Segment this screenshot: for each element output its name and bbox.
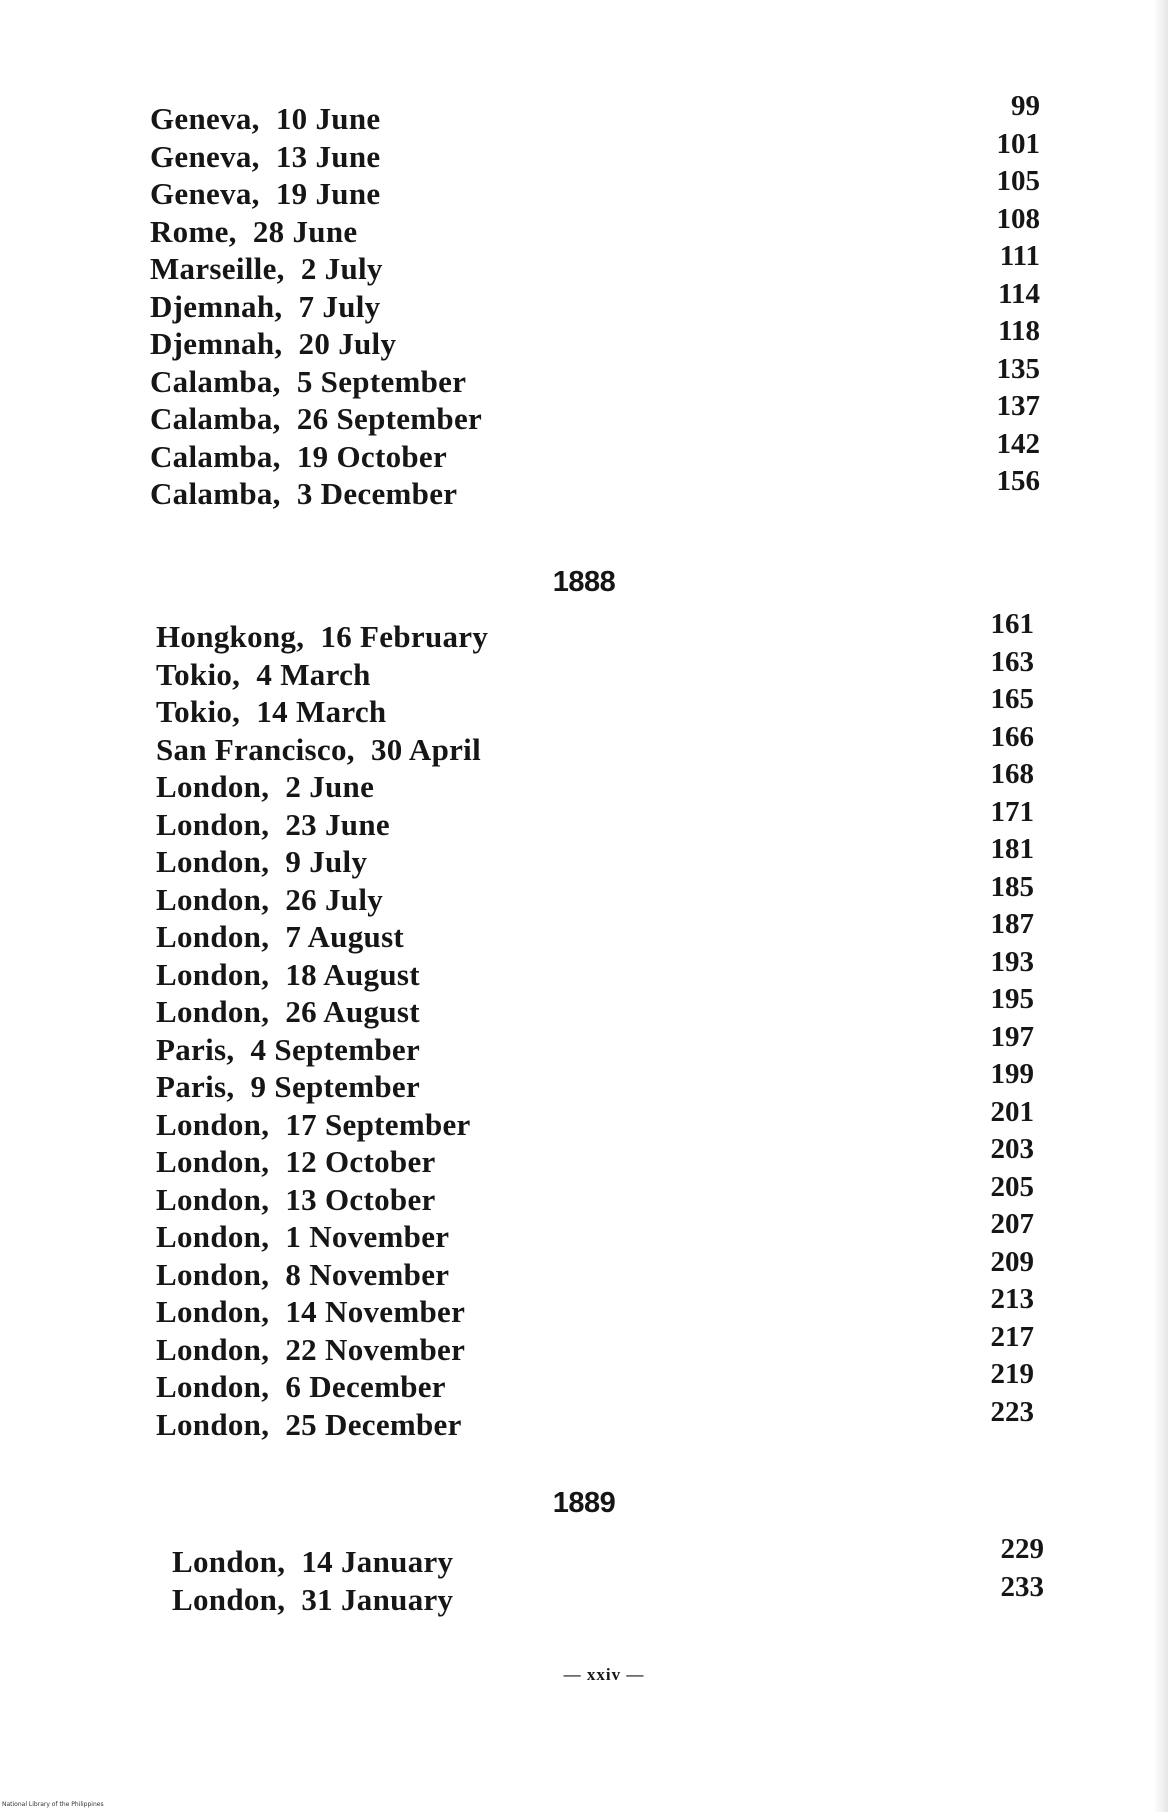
page-folio: — xxiv — — [563, 1665, 645, 1684]
entry-place-date — [156, 843, 367, 881]
toc-entry — [156, 870, 1034, 919]
entry-date: 14 March — [256, 694, 387, 729]
entry-date: 19 October — [296, 438, 448, 474]
entry-page-number: 108 — [996, 202, 1040, 235]
entry-place: London, — [156, 1256, 270, 1292]
entry-date: 3 December — [296, 476, 458, 511]
toc-entry — [156, 683, 1034, 731]
entry-place: Marseille, — [150, 251, 285, 286]
entry-page-number: 203 — [990, 1133, 1034, 1165]
entry-place: London, — [156, 1106, 270, 1142]
entry-date: 8 November — [285, 1256, 450, 1292]
entry-date: 18 August — [285, 956, 420, 992]
toc-entry — [172, 1533, 1044, 1581]
entry-place-date — [156, 1031, 420, 1069]
entry-date: 30 April — [370, 731, 481, 767]
entry-place-date — [156, 1406, 462, 1444]
entry-place: Hongkong, — [156, 619, 305, 654]
toc-entry — [156, 1245, 1034, 1294]
entry-place: Geneva, — [150, 138, 260, 174]
entry-date: 10 June — [275, 101, 381, 136]
entry-place-date — [150, 100, 380, 138]
entry-date: 23 June — [285, 806, 390, 842]
toc-entry — [150, 277, 1040, 326]
toc-entry — [156, 608, 1034, 656]
entry-place: London, — [156, 919, 270, 954]
entry-page-number: 223 — [990, 1395, 1034, 1428]
entry-place: London, — [172, 1544, 286, 1579]
entry-place: London, — [172, 1581, 286, 1617]
toc-entry — [156, 945, 1034, 994]
entry-page-number: 137 — [996, 390, 1040, 422]
letters-list-continued — [150, 90, 1040, 513]
entry-page-number: 105 — [996, 165, 1040, 197]
entry-place: London, — [156, 1144, 270, 1179]
entry-date: 14 November — [285, 1294, 466, 1329]
entry-date: 13 October — [285, 1181, 436, 1217]
entry-date: 25 December — [285, 1406, 462, 1442]
toc-entry — [150, 465, 1040, 513]
entry-place-date — [156, 1368, 446, 1406]
entry-date: 14 January — [301, 1544, 454, 1579]
toc-entry — [156, 1170, 1034, 1219]
entry-date: 7 July — [298, 288, 381, 324]
entry-page-number: 217 — [990, 1320, 1034, 1353]
entry-place-date — [156, 693, 386, 731]
entry-page-number: 181 — [990, 833, 1034, 865]
toc-entry — [156, 983, 1034, 1031]
entry-place-date — [156, 1293, 465, 1331]
entry-page-number: 205 — [990, 1170, 1034, 1203]
scan-footer-note: National Library of the Philippines — [2, 1801, 104, 1808]
entry-page-number: 195 — [990, 983, 1034, 1015]
toc-entry — [150, 127, 1040, 176]
entry-date: 17 September — [285, 1106, 471, 1142]
entry-place: London, — [156, 806, 270, 842]
entry-place: London, — [156, 994, 270, 1029]
entry-place-date — [150, 438, 447, 476]
entry-place: London, — [156, 1406, 270, 1442]
toc-entry — [156, 758, 1034, 806]
entry-date: 4 March — [256, 656, 371, 692]
entry-place: Tokio, — [156, 656, 241, 692]
entry-page-number: 201 — [990, 1095, 1034, 1128]
toc-entry — [156, 1058, 1034, 1106]
entry-place: Paris, — [156, 1069, 235, 1104]
entry-place: Calamba, — [150, 363, 281, 399]
toc-entry — [156, 720, 1034, 769]
entry-place-date — [156, 918, 404, 956]
year-heading-1888: 1888 — [552, 566, 616, 598]
entry-place: Djemnah, — [150, 288, 283, 324]
entry-page-number: 114 — [998, 277, 1040, 310]
entry-place: Geneva, — [150, 101, 260, 136]
entry-page-number: 156 — [996, 465, 1040, 497]
entry-date: 7 August — [285, 919, 405, 954]
entry-date: 16 February — [320, 619, 489, 654]
toc-entry — [150, 165, 1040, 213]
entry-page-number: 99 — [1011, 90, 1040, 122]
entry-place: London, — [156, 881, 270, 917]
entry-place-date — [150, 138, 380, 176]
entry-date: 31 January — [301, 1581, 454, 1617]
entry-place-date — [150, 288, 380, 326]
entry-place: Tokio, — [156, 694, 241, 729]
entry-page-number: 207 — [990, 1208, 1034, 1240]
entry-place: Rome, — [150, 213, 237, 249]
entry-place-date — [156, 881, 383, 919]
entry-place-date — [156, 806, 390, 844]
entry-place: Djemnah, — [150, 326, 283, 361]
toc-entry — [156, 795, 1034, 844]
entry-page-number: 163 — [990, 645, 1034, 678]
entry-place-date — [150, 400, 482, 438]
entry-page-number: 187 — [990, 908, 1034, 940]
toc-entry — [150, 202, 1040, 251]
entry-page-number: 209 — [990, 1245, 1034, 1278]
toc-entry — [156, 645, 1034, 694]
toc-entry — [156, 1095, 1034, 1144]
entry-place: London, — [156, 956, 270, 992]
toc-entry — [150, 240, 1040, 288]
entry-date: 4 September — [250, 1031, 421, 1067]
entry-date: 5 September — [296, 363, 467, 399]
entry-place-date — [150, 250, 383, 288]
entry-place-date — [156, 768, 374, 806]
entry-date: 2 June — [285, 769, 375, 804]
toc-entry — [156, 1358, 1034, 1406]
entry-page-number: 142 — [996, 427, 1040, 460]
entry-place-date — [156, 1181, 436, 1219]
entry-place-date — [156, 1143, 436, 1181]
entry-place-date — [156, 656, 371, 694]
entry-place-date — [156, 1106, 471, 1144]
entry-place: Calamba, — [150, 401, 281, 436]
entry-page-number: 118 — [998, 315, 1040, 347]
entry-place: London, — [156, 1219, 270, 1254]
toc-entry — [156, 1020, 1034, 1069]
toc-entry — [150, 315, 1040, 363]
letters-list-1888 — [156, 608, 1034, 1443]
letters-list-1889 — [172, 1533, 1044, 1618]
entry-place-date — [156, 1218, 449, 1256]
entry-place-date — [150, 175, 380, 213]
entry-place-date — [156, 956, 420, 994]
toc-entry — [156, 1133, 1034, 1181]
entry-date: 22 November — [285, 1331, 466, 1367]
toc-entry — [156, 833, 1034, 881]
entry-page-number: 229 — [1000, 1533, 1044, 1565]
entry-page-number: 197 — [990, 1020, 1034, 1053]
entry-place: Geneva, — [150, 176, 260, 211]
toc-entry — [156, 1283, 1034, 1331]
entry-date: 13 June — [275, 138, 381, 174]
entry-date: 26 July — [285, 881, 384, 917]
entry-page-number: 213 — [990, 1283, 1034, 1315]
entry-date: 6 December — [285, 1369, 446, 1404]
entry-place: London, — [156, 1369, 270, 1404]
entry-date: 2 July — [300, 251, 383, 286]
entry-place-date — [156, 618, 488, 656]
entry-page-number: 185 — [990, 870, 1034, 903]
entry-page-number: 219 — [990, 1358, 1034, 1390]
entry-page-number: 135 — [996, 352, 1040, 385]
entry-place-date — [150, 475, 457, 513]
entry-place-date — [156, 1256, 449, 1294]
entry-date: 20 July — [298, 326, 397, 361]
entry-page-number: 171 — [990, 795, 1034, 828]
entry-page-number: 199 — [990, 1058, 1034, 1090]
entry-place-date — [150, 325, 396, 363]
entry-place: Calamba, — [150, 438, 281, 474]
entry-date: 1 November — [285, 1219, 450, 1254]
toc-entry — [150, 352, 1040, 401]
toc-entry — [156, 1320, 1034, 1369]
entry-place-date — [156, 731, 481, 769]
entry-date: 28 June — [252, 213, 358, 249]
entry-place-date — [156, 1068, 420, 1106]
entry-place: Paris, — [156, 1031, 235, 1067]
entry-place-date — [150, 363, 466, 401]
entry-date: 9 July — [285, 844, 368, 879]
entry-page-number: 161 — [990, 608, 1034, 640]
entry-page-number: 168 — [990, 758, 1034, 790]
entry-place-date — [150, 213, 357, 251]
toc-entry — [150, 427, 1040, 476]
entry-place: London, — [156, 1181, 270, 1217]
entry-page-number: 111 — [999, 240, 1040, 272]
entry-page-number: 101 — [996, 127, 1040, 160]
entry-place: London, — [156, 1294, 270, 1329]
toc-entry — [172, 1570, 1044, 1619]
entry-place: San Francisco, — [156, 731, 355, 767]
entry-date: 26 September — [296, 401, 483, 436]
entry-page-number: 166 — [990, 720, 1034, 753]
entry-place: London, — [156, 844, 270, 879]
toc-entry — [156, 1395, 1034, 1444]
entry-place-date — [156, 993, 420, 1031]
year-heading-1889: 1889 — [552, 1487, 616, 1519]
toc-entry — [150, 390, 1040, 438]
entry-date: 19 June — [275, 176, 381, 211]
entry-page-number: 193 — [990, 945, 1034, 978]
toc-entry — [150, 90, 1040, 138]
entry-place-date — [172, 1581, 453, 1619]
entry-place-date — [172, 1543, 453, 1581]
entry-place: London, — [156, 769, 270, 804]
entry-date: 26 August — [285, 994, 420, 1029]
entry-place: Calamba, — [150, 476, 281, 511]
entry-date: 9 September — [250, 1069, 421, 1104]
entry-page-number: 233 — [1000, 1570, 1044, 1603]
toc-entry — [156, 908, 1034, 956]
entry-place: London, — [156, 1331, 270, 1367]
page-edge-shadow — [1154, 0, 1168, 1812]
entry-page-number: 165 — [990, 683, 1034, 715]
entry-date: 12 October — [285, 1144, 436, 1179]
toc-entry — [156, 1208, 1034, 1256]
entry-place-date — [156, 1331, 465, 1369]
